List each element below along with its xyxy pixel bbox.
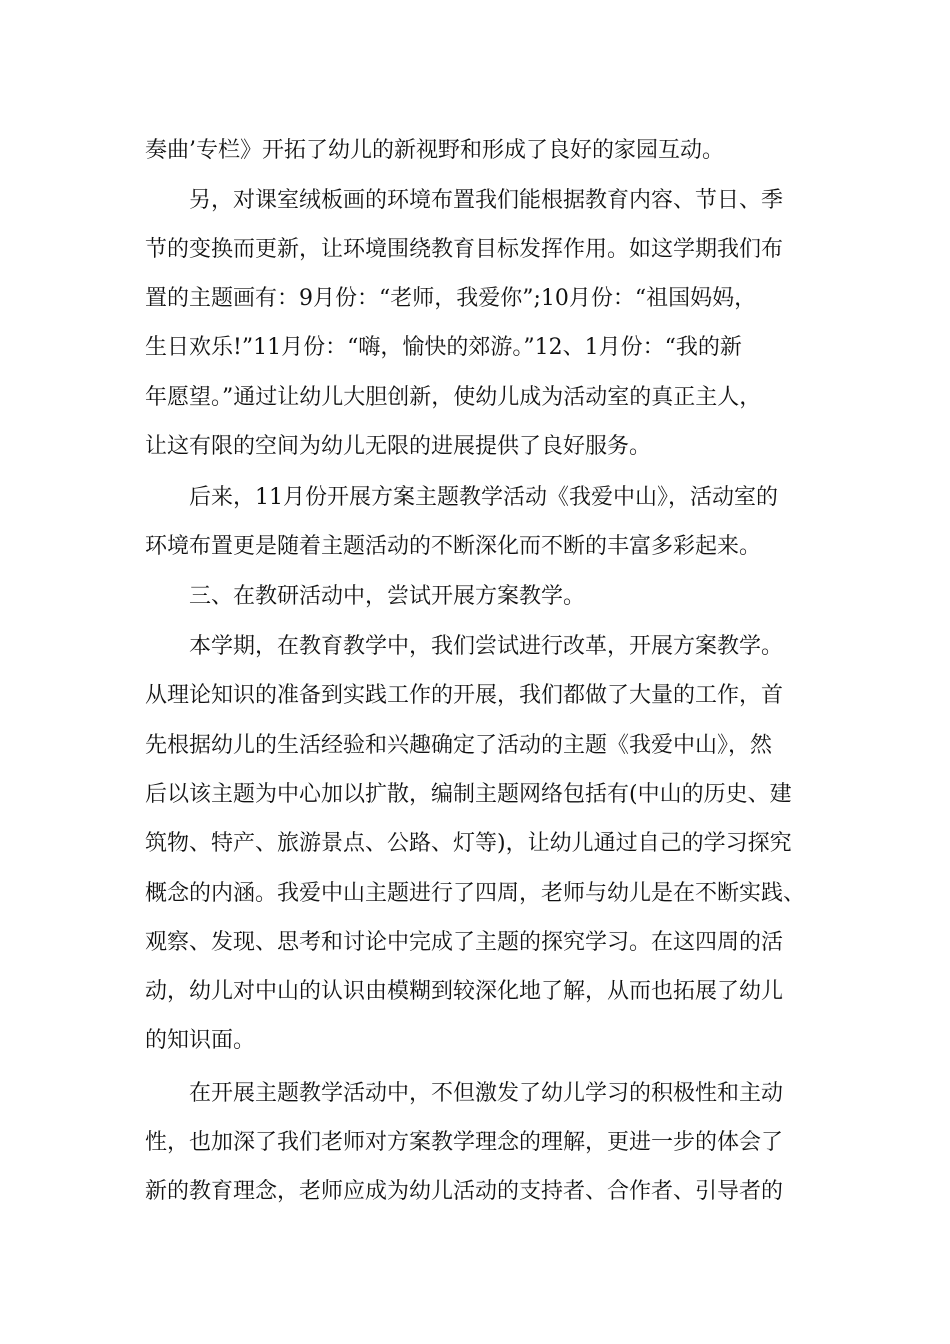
- paragraph-line: 筑物、特产、旅游景点、公路、灯等)，让幼儿通过自己的学习探究: [145, 831, 792, 856]
- paragraph-line: 环境布置更是随着主题活动的不断深化而不断的丰富多彩起来。: [145, 534, 762, 559]
- section-heading: 三、在教研活动中，尝试开展方案教学。: [189, 584, 586, 609]
- paragraph-line: 年愿望。”通过让幼儿大胆创新，使幼儿成为活动室的真正主人，: [145, 385, 762, 410]
- paragraph-line: 奏曲’专栏》开拓了幼儿的新视野和形成了良好的家园互动。: [145, 138, 724, 163]
- paragraph-line: 后以该主题为中心加以扩散，编制主题网络包括有(中山的历史、建: [145, 782, 792, 807]
- paragraph-line: 动，幼儿对中山的认识由模糊到较深化地了解，从而也拓展了幼儿: [145, 979, 784, 1004]
- paragraph-line: 性，也加深了我们老师对方案教学理念的理解，更进一步的体会了: [145, 1130, 784, 1155]
- paragraph-line: 生日欢乐!”11月份：“嗨，愉快的郊游。”12、1月份：“我的新: [145, 335, 742, 360]
- paragraph-line: 另，对课室绒板画的环境布置我们能根据教育内容、节日、季: [189, 188, 784, 213]
- paragraph-line: 在开展主题教学活动中，不但激发了幼儿学习的积极性和主动: [189, 1081, 784, 1106]
- paragraph-line: 从理论知识的准备到实践工作的开展，我们都做了大量的工作，首: [145, 683, 784, 708]
- paragraph-line: 节的变换而更新，让环境围绕教育目标发挥作用。如这学期我们布: [145, 237, 784, 262]
- paragraph-line: 先根据幼儿的生活经验和兴趣确定了活动的主题《我爱中山》，然: [145, 733, 773, 758]
- paragraph-line: 新的教育理念，老师应成为幼儿活动的支持者、合作者、引导者的: [145, 1179, 784, 1204]
- paragraph-line: 后来，11月份开展方案主题教学活动《我爱中山》，活动室的: [189, 485, 778, 510]
- paragraph-line: 置的主题画有：9月份：“老师，我爱你”;10月份：“祖国妈妈，: [145, 286, 757, 311]
- paragraph-line: 概念的内涵。我爱中山主题进行了四周，老师与幼儿是在不断实践、: [145, 881, 806, 906]
- paragraph-line: 的知识面。: [145, 1028, 256, 1053]
- paragraph-line: 让这有限的空间为幼儿无限的进展提供了良好服务。: [145, 434, 652, 459]
- paragraph-line: 本学期，在教育教学中，我们尝试进行改革，开展方案教学。: [189, 634, 784, 659]
- paragraph-line: 观察、发现、思考和讨论中完成了主题的探究学习。在这四周的活: [145, 930, 784, 955]
